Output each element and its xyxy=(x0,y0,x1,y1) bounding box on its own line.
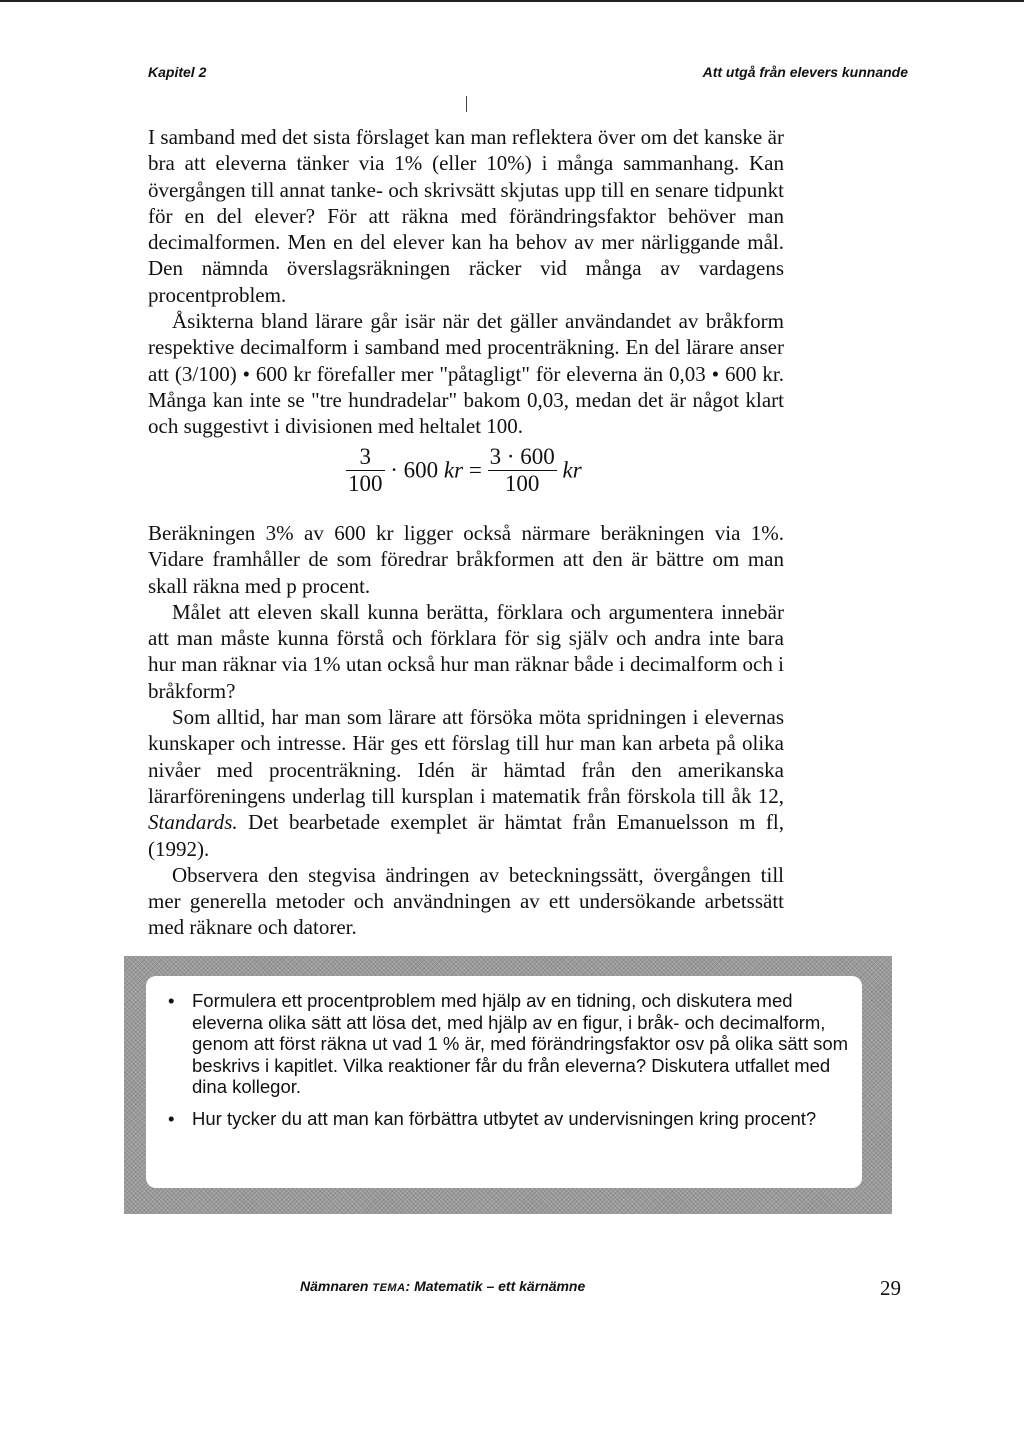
margin-mark xyxy=(466,96,467,112)
exercise-box xyxy=(146,976,862,1188)
fraction-lhs xyxy=(346,444,385,497)
formula-equals: = xyxy=(468,457,482,483)
paragraph-text: Det bearbetade exemplet är hämtat från Emanuelsson m fl, (1992). xyxy=(148,810,784,861)
exercise-list xyxy=(164,990,850,1130)
paragraph-text: Som alltid, har man som lärare att försöka möta spridningen i elevernas kunskaper och intresse. Här ges ett förslag till hur man kan arbeta på olika nivåer med procenträkning. Idén är hämtad från den amerikanska lärarföreningens underlag till kursplan i matematik från förskola till åk 12, xyxy=(148,705,784,808)
fraction-formula xyxy=(346,444,646,508)
journal-series: TEMA xyxy=(372,1282,406,1294)
bullet-icon: • xyxy=(168,1107,175,1129)
journal-subtitle: : Matematik – ett kärnämne xyxy=(405,1278,586,1294)
formula-multiplier: · 600 xyxy=(390,457,439,483)
page-number: 29 xyxy=(880,1276,901,1300)
journal-name: Nämnaren xyxy=(300,1278,373,1294)
paragraph: Målet att eleven skall kunna berätta, förklara och argumentera innebär att man måste kunna förstå och förklara för sig själv och andra inte bara hur man räknar via 1% utan också hur man räknar både i decimalform och i bråkform? xyxy=(148,599,784,703)
body-section-2 xyxy=(148,520,784,941)
list-item-text: Formulera ett procentproblem med hjälp av en tidning, och diskutera med eleverna olika sätt att lösa det, med hjälp av en figur, i bråk- och decimalform, genom att först räkna ut vad 1 % är, med förändringsfaktor osv på olika sätt som beskrivs i kapitlet. Vilka reaktioner får du från eleverna? Diskutera utfallet med dina kollegor. xyxy=(192,990,849,1098)
paragraph xyxy=(148,704,784,862)
journal-title xyxy=(300,1278,585,1294)
list-item xyxy=(164,990,850,1098)
fraction-numerator: 3 · 600 xyxy=(489,444,555,469)
page-footer xyxy=(0,1276,1024,1304)
paragraph: I samband med det sista förslaget kan man reflektera över om det kanske är bra att eleverna tänker via 1% (eller 10%) i många sammanhang. Kan övergången till annat tanke- och skrivsätt skjutas upp till en senare tidpunkt för en del elever? För att räkna med förändringsfaktor behöver man decimalformen. Men en del elever kan ha behov av mer närliggande mål. Den nämnda överslagsräkningen räcker vid många av vardagens procentproblem. xyxy=(148,125,784,307)
standards-title: Standards. xyxy=(148,810,238,835)
fraction-denominator: 100 xyxy=(348,471,383,496)
chapter-title: Att utgå från elevers kunnande xyxy=(702,64,908,80)
fraction-rhs xyxy=(488,444,557,497)
paragraph: Åsikterna bland lärare går isär när det gäller användandet av bråkform respektive decimalform i samband med procenträkning. En del lärare anser att (3/100) • 600 kr förefaller mer "påtagligt" för eleverna än 0,03 • 600 kr. Många kan inte se "tre hundradelar" bakom 0,03, medan det är något klart och suggestivt i divisionen med heltalet 100. xyxy=(148,309,784,439)
formula-unit: kr xyxy=(443,457,464,483)
exercise-box-frame xyxy=(124,956,892,1214)
body-section-1 xyxy=(148,124,784,440)
chapter-label: Kapitel 2 xyxy=(148,64,207,80)
bullet-icon: • xyxy=(168,990,175,1011)
top-rule xyxy=(0,0,1024,2)
fraction-denominator: 100 xyxy=(488,470,557,497)
running-head xyxy=(148,64,908,88)
paragraph: Beräkningen 3% av 600 kr ligger också närmare beräkningen via 1%. Vidare framhåller de som föredrar bråkformen att den är bättre om man skall räkna med p procent. xyxy=(148,521,784,598)
formula-unit: kr xyxy=(562,457,582,483)
paragraph: Observera den stegvisa ändringen av beteckningssätt, övergången till mer generella metoder och användningen av ett undersökande arbetssätt med räknare och datorer. xyxy=(148,862,784,940)
list-item xyxy=(164,1108,850,1130)
list-item-text: Hur tycker du att man kan förbättra utbytet av undervisningen kring procent? xyxy=(192,1107,817,1129)
fraction-numerator: 3 xyxy=(359,444,371,469)
